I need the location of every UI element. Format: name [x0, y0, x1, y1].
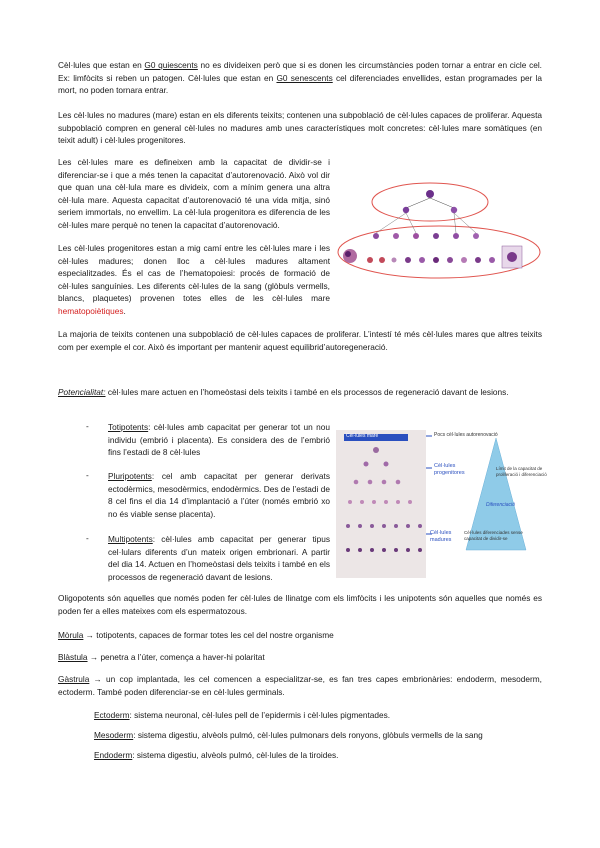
stem-cells-header: Cèl·lules mare [346, 433, 379, 439]
bullet-pluripotents: Pluripotents: cel amb capacitat per generar derivats ectodèrmics, mesodèrmics, endodèrmics. Des de l’estadi de 8 cel fins el dia 14 d’implantació a l’úter (només embrió xo no és viable sense placenta). [108, 471, 330, 519]
term-morula: Mòrula [58, 630, 84, 640]
term-hematopoietiques: hematopoiètiques [58, 305, 124, 316]
term-endoderm: Endoderm [94, 750, 133, 760]
term-blastula: Blàstula [58, 652, 88, 662]
mpp-cell [403, 207, 409, 213]
line-endoderm: Endoderm: sistema digestiu, alvèols pulmó, cèl·lules de la tiroides. [94, 750, 339, 760]
paragraph-g0: Cèl·lules que estan en G0 quiescents no es divideixen però que si es donen les circumstàncies poden tornar a entrar en cicle cel. Ex: limfòcits si reben un patogen. Cèl·lules que estan en G0 senescents cel diferenciades envellides, estan programades per la mort, no poden tornara entrar. [58, 60, 543, 96]
autorenovacio-label: Pocs cèl·lules autorenovació [434, 432, 498, 438]
paragraph-non-mature-cells: Les cèl·lules no madures (mare) estan en els diferents teixits; contenen una subpoblació de cèl·lules capaces de proliferar. Aquesta subpoblació compren en general cèl·lules no madures amb unes característiques molt concretes: cèl·lules mare somàtiques (en teixit adult) i cèl·lules progenitores. [58, 110, 542, 146]
hsc-cell [426, 190, 434, 198]
progenitor-label: Cèl·lules progenitores [434, 463, 465, 476]
paragraph-potencialitat: Potencialitat: cèl·lules mare actuen en l’homeòstasi dels teixits i també en els processos de regeneració davant de lesions. [58, 387, 509, 397]
term-pluripotents: Pluripotents [108, 471, 152, 481]
progenitor-cells [373, 233, 479, 239]
term-gastrula: Gàstrula [58, 674, 90, 684]
mature-label: Cèl·lules madures [430, 530, 452, 543]
term-g0-quiescents: G0 quiescents [144, 60, 198, 70]
paragraph-oligopotents: Oligopotents són aquelles que només poden fer cèl·lules de llinatge com els limfòcits i les unipotents són aquelles que només es poden fer a elles mateixes com els espermatozous. [58, 593, 542, 616]
line-ectoderm: Ectoderm: sistema neuronal, cèl·lules pell de l’epidermis i cèl·lules pigmentades. [94, 710, 391, 720]
clp-cell [451, 207, 457, 213]
mature-desc: Cèl·lules diferenciades sense capacitat de dividir-se [464, 530, 523, 541]
hierarchy-figure [336, 430, 548, 580]
term-totipotents: Totipotents [108, 422, 149, 432]
paragraph-gastrula: Gàstrula → un cop implantada, les cel comencen a especialitzar-se, es fan tres capes embrionàries: endoderm, mesoderm, ectoderm. També poden diferenciar-se en cèl·lules germinals. [58, 674, 542, 697]
term-multipotents: Multipotents [108, 534, 153, 544]
line-mesoderm: Mesoderm: sistema digestiu, alvèols pulmó, cèl·lules pulmonars dels ronyons, glòbuls vermells de la sang [94, 730, 483, 740]
bullet-dash-2: - [86, 470, 89, 480]
bullet-dash-1: - [86, 421, 89, 431]
limit-label: Límit de la capacitat de proliferació i diferenciació [496, 466, 547, 477]
mature-cells [343, 246, 522, 268]
stem-oval [372, 183, 488, 221]
term-g0-senescents: G0 senescents [276, 72, 333, 83]
paragraph-stem-cells: Les cèl·lules mare es defineixen amb la capacitat de dividir-se i diferenciar-se i que a més tenen la capacitat d’autorenovació. Això vol dir que quan una cèl·lula mare es divideix, com a mínim genera una altra cèl·lula mare. Aquesta capacitat d’autorenovació té una vida mitja, sinó seriem immortals, no envellim. La cèl·lula progenitora es diferencia de les cèl·lules mare perquè no tenen la capacitat d’autorenovació. [58, 157, 330, 230]
hematopoiesis-figure [336, 180, 542, 280]
paragraph-progenitor-cells: Les cèl·lules progenitores estan a mig camí entre les cèl·lules mare i les cèl·lules madures; donen lloc a cèl·lules madures altament especialitzades. És el cas de l’hematopoiesi: procés de formació de cèl·lules sanguínies. Les diferents cèl·lules de la sang (glòbuls vermells, blancs, plaquetes) provenen totes elles de les cèl·lules mare hematopoiètiques. [58, 243, 330, 316]
bullet-dash-3: - [86, 533, 89, 543]
term-mesoderm: Mesoderm [94, 730, 134, 740]
term-potencialitat: Potencialitat: [58, 387, 106, 397]
line-blastula: Blàstula → penetra a l’úter, comença a haver-hi polaritat [58, 652, 265, 662]
term-ectoderm: Ectoderm [94, 710, 130, 720]
bullet-totipotents: Totipotents: cèl·lules amb capacitat per generar tot un nou individu (embrió i placenta). Es considera des de l’embrió fins l’estadi de 8 cèl·lules [108, 422, 330, 458]
line-morula: Mòrula → totipotents, capaces de formar totes les cel del nostre organisme [58, 630, 334, 640]
paragraph-tissues: La majoria de teixits contenen una subpoblació de cèl·lules capaces de proliferar. L’intestí té més cèl·lules mares que altres teixits com per exemple el cor. Això és important per mantenir aquest equilibrid’autoregeneració. [58, 329, 542, 352]
diferenciacio-label: Diferenciació [486, 502, 515, 508]
bullet-multipotents: Multipotents: cèl·lules amb capacitat per generar tipus cel·lulars diferents d’un mateix origen embrionari. A partir del dia 14. Actuen en l’homeòstasi dels teixits i també en els processos de regeneració davant de lesions. [108, 534, 330, 582]
